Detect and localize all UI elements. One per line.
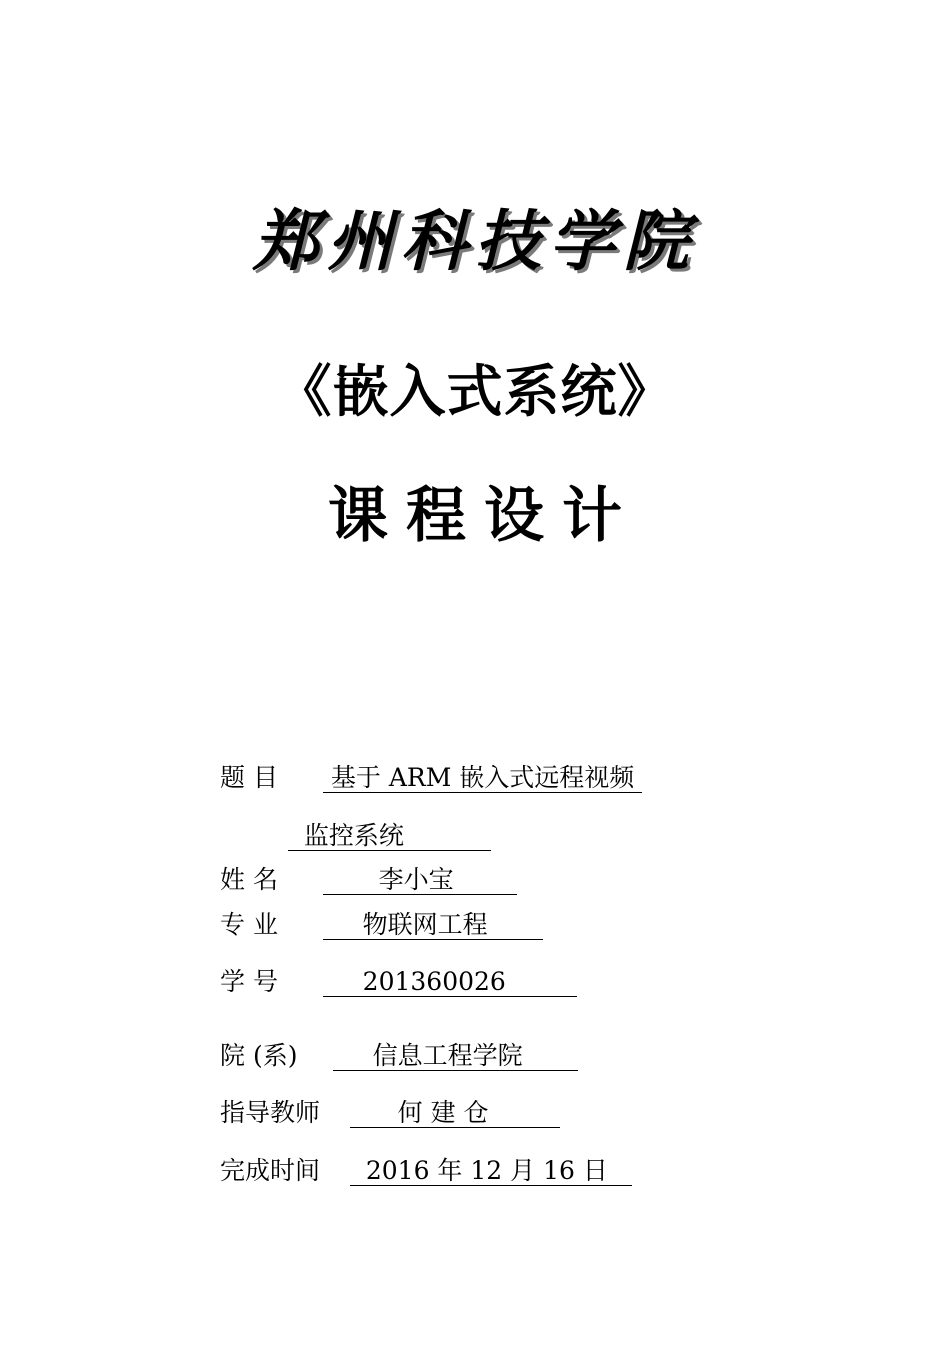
name-value: 李小宝 [322,865,518,894]
date-row [220,1155,632,1187]
date-value: 2016 年 12 月 16 日 [349,1156,632,1185]
department-row [220,1040,578,1072]
date-label: 完成时间 [220,1156,321,1185]
topic-row-continued [288,820,491,852]
department-value: 信息工程学院 [332,1041,579,1070]
student-id-value: 201360026 [322,967,578,996]
topic-value-line2: 监控系统 [288,821,492,850]
advisor-row [220,1097,560,1129]
topic-label: 题 目 [220,763,278,792]
major-value: 物联网工程 [322,910,544,939]
name-label: 姓 名 [220,865,278,894]
course-title: 《嵌入式系统》 [275,359,675,425]
major-row [220,909,543,941]
student-id-label: 学 号 [220,967,278,996]
advisor-label: 指导教师 [220,1098,321,1127]
name-row [220,864,517,896]
topic-row [220,762,642,794]
department-label: 院 (系) [220,1041,298,1070]
student-id-row [220,966,577,998]
design-title: 课程设计 [328,481,640,551]
school-name: 郑州科技学院 [253,202,697,280]
topic-value-line1: 基于 ARM 嵌入式远程视频 [322,763,643,792]
major-label: 专 业 [220,910,278,939]
advisor-value: 何 建 仓 [349,1098,561,1127]
